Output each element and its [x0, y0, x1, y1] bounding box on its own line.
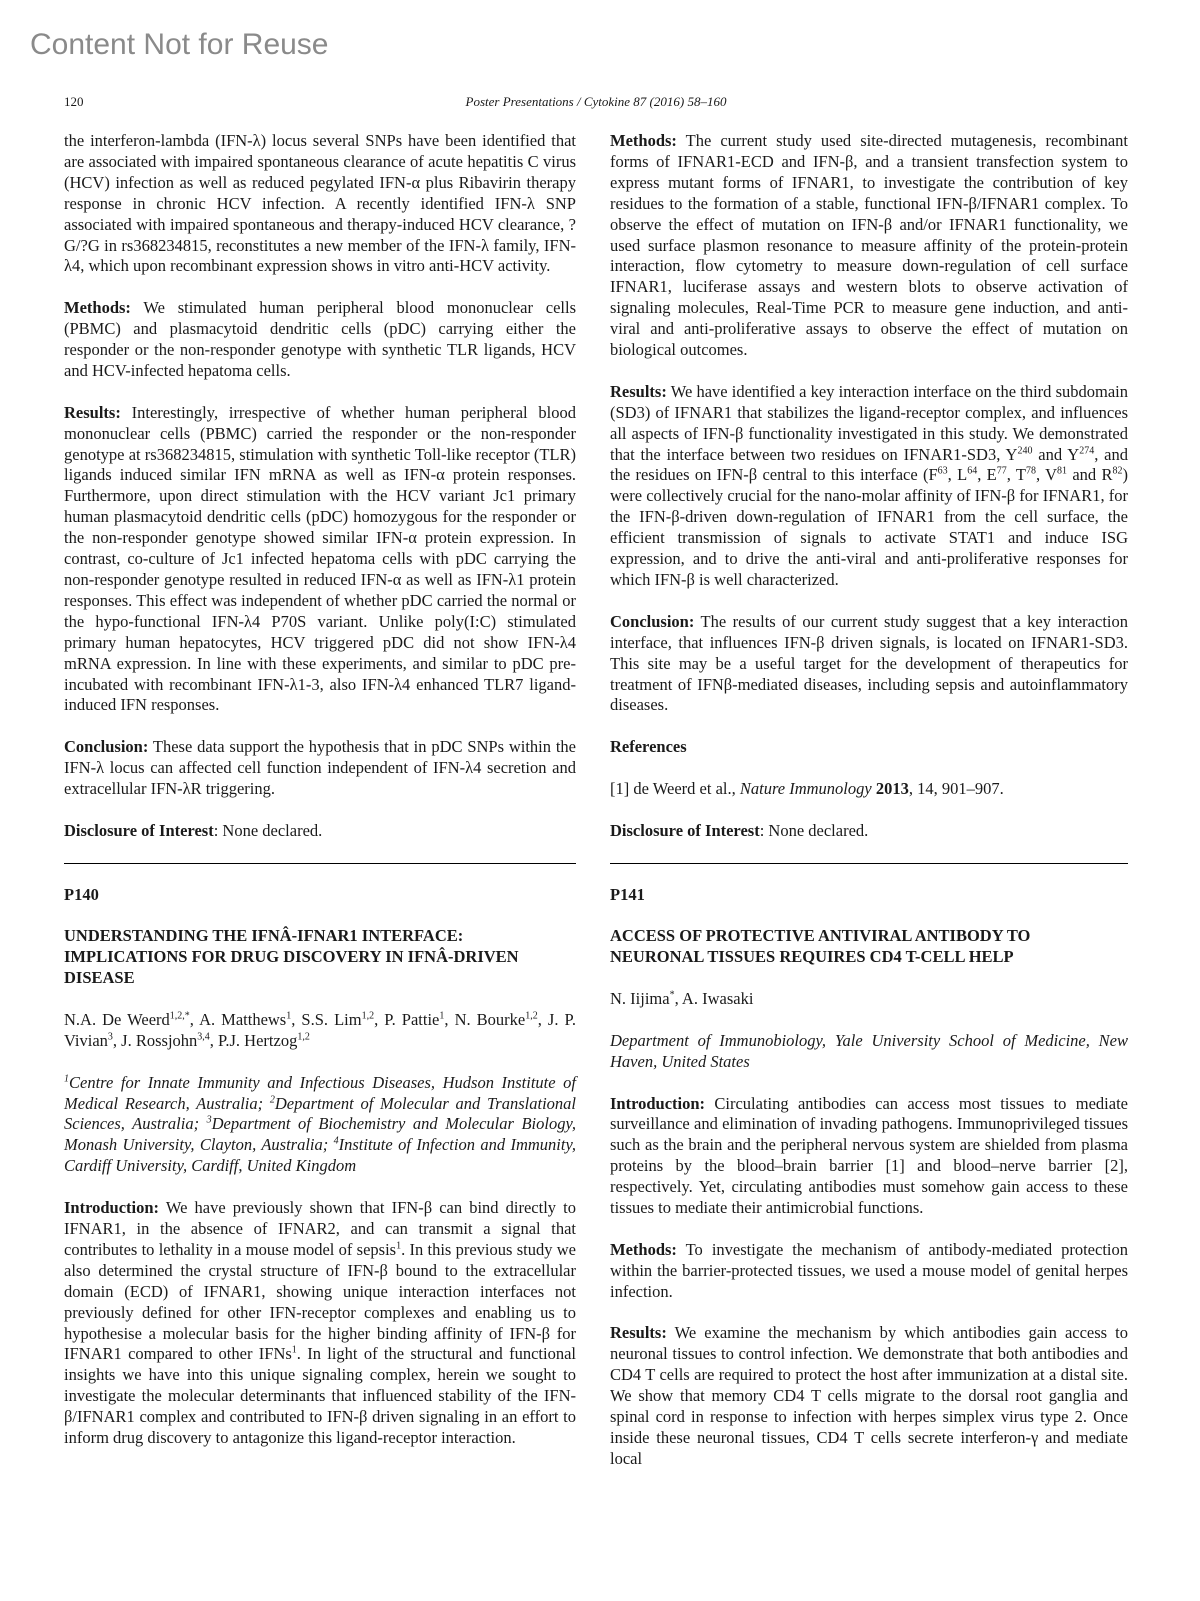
- journal-citation: Poster Presentations / Cytokine 87 (2016) 58–160: [465, 94, 727, 109]
- page-number: 120: [64, 94, 84, 109]
- affiliation-sup: 4: [333, 1135, 339, 1147]
- affiliation-sup: 1: [64, 1073, 69, 1085]
- introduction-label: Introduction:: [64, 1198, 160, 1218]
- reference-journal: Nature Immunology: [739, 779, 872, 799]
- affiliation: Institute of Infection and Immunity, Cardiff University, Cardiff, United Kingdom: [64, 1135, 577, 1176]
- methods-label: Methods:: [64, 298, 131, 318]
- results-label: Results:: [610, 381, 667, 401]
- disclosure-label: Disclosure of Interest: [610, 820, 760, 840]
- introduction-paragraph: Introduction: Circulating antibodies can access most tissues to mediate surveillance and elimination of invading pathogens. Immunoprivileged tissues such as the brain and the peripheral nervous system are shielded from plasma proteins by the blood–brain barrier [1] and blood–nerve barrier [2], respectively. Yet, circulating antibodies must somehow gain access to these tissues to mediate their antimicrobial functions.: [610, 1093, 1128, 1218]
- author-sup: 1: [439, 1010, 445, 1022]
- methods-paragraph: Methods: To investigate the mechanism of antibody-mediated protection within the barrier-protected tissues, we used a mouse model of genital herpes infection.: [610, 1239, 1128, 1301]
- author: P. Pattie: [384, 1009, 440, 1029]
- conclusion-text: These data support the hypothesis that in pDC SNPs within the IFN-λ locus can affected cell function independent of IFN-λ4 secretion and extracellular IFN-λR triggering.: [64, 737, 576, 799]
- conclusion-label: Conclusion:: [64, 737, 149, 757]
- right-column: [610, 131, 1128, 1470]
- running-header: [64, 94, 1128, 114]
- methods-label: Methods:: [610, 131, 677, 150]
- affiliation: Department of Biochemistry and Molecular Biology, Monash University, Clayton, Australia;: [64, 1114, 576, 1155]
- reference-item: [1] de Weerd et al., Nature Immunology 2013, 14, 901–907.: [610, 779, 1004, 799]
- results-paragraph: Results: We have identified a key interaction interface on the third subdomain (SD3) of IFNAR1 that stabilizes the ligand-receptor complex, and influences all aspects of IFN-β functionality investigated in this study. We demonstrated that the interface between two residues on IFNAR1-SD3, $Y^{240}$ and $Y^{274}$, and the residues on IFN-β central to this interface ($F^{63}$, $L^{64}$, $E^{77}$, $T^{78}$, $V^{81}$ and $R^{82}$) were collectively crucial for the nano-molar affinity of IFN-β for IFNAR1, for the IFN-β-driven down-regulation of IFNAR1 from the cell surface, the efficient transmission of signals to activate STAT1 and induce ISG expression, and to drive the anti-viral and anti-proliferative responses for which IFN-β is well characterized.: [610, 381, 1128, 590]
- left-column: [64, 131, 576, 1449]
- author-list: N. Iijima*, A. Iwasaki: [610, 989, 754, 1009]
- results-text: Interestingly, irrespective of whether human peripheral blood mononuclear cells (PBMC) carried the responder or the non-responder genotype at rs368234815, stimulation with synthetic Toll-like receptor (TLR) ligands induced similar IFN mRNA as well as IFN-α protein responses. Furthermore, upon direct stimulation with the HCV variant Jc1 primary human plasmacytoid dendritic cells (pDC) homozygous for the responder or the non-responder genotype showed similar IFN-α protein expression. In contrast, co-culture of Jc1 infected hepatoma cells with pDC carrying the non-responder genotype resulted in reduced IFN-α as well as IFN-λ1 protein responses. This effect was independent of whether pDC carried the normal or the hypo-functional IFN-λ4 P70S variant. Unlike poly(I:C) stimulated primary human hepatocytes, HCV triggered pDC did not show IFN-λ4 mRNA expression. In line with these experiments, and similar to pDC pre-incubated with recombinant IFN-λ1-3, also IFN-λ4 enhanced TLR7 ligand-induced IFN responses.: [64, 402, 576, 715]
- author-sup: 1,2: [297, 1031, 310, 1043]
- author-sup: 1,2,*: [169, 1010, 190, 1022]
- methods-paragraph: [64, 298, 576, 382]
- abstract-title: UNDERSTANDING THE IFNÂ-IFNAR1 INTERFACE: IMPLICATIONS FOR DRUG DISCOVERY IN IFNÂ-DRIVEN DISEASE: [64, 926, 519, 988]
- references-heading: References: [610, 737, 687, 757]
- author-sup: 1,2: [361, 1010, 375, 1022]
- introduction-paragraph: Introduction: We have previously shown that IFN-β can bind directly to IFNAR1, in the absence of IFNAR2, and can transmit a signal that contributes to lethality in a mouse model of sepsis$^1$. In this previous study we also determined the crystal structure of IFN-β bound to the extracellular domain (ECD) of IFNAR1, showing unique interaction interfaces not previously defined for other IFN-receptor complexes and enabling us to hypothesise a molecular basis for the higher binding affinity of IFN-β for IFNAR1 compared to other IFNs$^1$. In light of the structural and functional insights we have into this unique signaling complex, herein we sought to investigate the molecular determinants that influenced stability of the IFN-β/IFNAR1 complex and contributed to IFN-β driven signaling in an effort to inform drug discovery to antagonize this ligand-receptor interaction.: [64, 1198, 576, 1448]
- affiliation: Centre for Innate Immunity and Infectious Diseases, Hudson Institute of Medical Research, Australia;: [64, 1072, 576, 1113]
- conclusion-label: Conclusion:: [610, 611, 695, 631]
- section-divider: [610, 863, 1128, 864]
- author-sup: 1: [286, 1010, 292, 1022]
- continued-abstract-text: the interferon-lambda (IFN-λ) locus several SNPs have been identified that are associated with impaired spontaneous clearance of acute hepatitis C virus (HCV) infection as well as reduced pegylated IFN-α plus Ribavirin therapy response in chronic HCV infection. A recently identified IFN-λ SNP associated with impaired spontaneous and therapy-induced HCV clearance, ?G/?G in rs368234815, reconstitutes a new member of the IFN-λ family, IFN-λ4, which upon recombinant expression shows in vitro anti-HCV activity.: [64, 131, 576, 276]
- disclosure-paragraph: [610, 821, 1128, 842]
- author-sup: 3,4: [197, 1031, 210, 1043]
- results-paragraph: [64, 403, 576, 717]
- disclosure-text: : None declared.: [213, 820, 323, 840]
- watermark: Content Not for Reuse: [30, 28, 329, 61]
- results-label: Results:: [64, 402, 121, 422]
- abstract-title: ACCESS OF PROTECTIVE ANTIVIRAL ANTIBODY TO NEURONAL TISSUES REQUIRES CD4 T-CELL HELP: [610, 926, 1031, 967]
- affiliations: [64, 1073, 576, 1178]
- introduction-label: Introduction:: [610, 1093, 706, 1113]
- affiliation-sup: 2: [269, 1094, 275, 1106]
- disclosure-paragraph: [64, 821, 576, 842]
- affiliations: Department of Immunobiology, Yale University School of Medicine, New Haven, United States: [610, 1030, 1128, 1071]
- author: J. P. Vivian: [64, 1009, 576, 1050]
- author: N. Bourke: [454, 1009, 526, 1029]
- abstract-id: P141: [610, 884, 645, 904]
- abstract-id: P140: [64, 884, 99, 904]
- author-sup: 3: [107, 1031, 113, 1043]
- conclusion-paragraph: [610, 612, 1128, 717]
- results-label: Results:: [610, 1323, 667, 1343]
- author-list: N.A. De Weerd$^{1,2,*}$, A. Matthews$^1$, S.S. Lim$^{1,2}$, P. Pattie$^1$, N. Bourke$^{1,2}$, J. P. Vivian$^3$, J. Rossjohn$^{3,4}$, P.J. Hertzog$^{1,2}$: [64, 1009, 576, 1050]
- affiliation-sup: 3: [206, 1114, 212, 1126]
- author-sup: *: [669, 989, 675, 1001]
- author: N.A. De Weerd: [64, 1009, 170, 1029]
- author: A. Matthews: [199, 1009, 287, 1029]
- methods-paragraph: [610, 131, 1128, 361]
- disclosure-label: Disclosure of Interest: [64, 820, 214, 840]
- author: P.J. Hertzog: [218, 1030, 298, 1050]
- author: A. Iwasaki: [681, 989, 754, 1009]
- methods-text: We stimulated human peripheral blood mononuclear cells (PBMC) and plasmacytoid dendritic cells (pDC) carrying either the responder or the non-responder genotype with synthetic TLR ligands, HCV and HCV-infected hepatoma cells.: [64, 298, 576, 380]
- author: S.S. Lim: [301, 1009, 362, 1029]
- disclosure-text: : None declared.: [759, 820, 869, 840]
- methods-text: The current study used site-directed mutagenesis, recombinant forms of IFNAR1-ECD and IFN-β, and a transient transfection system to express mutant forms of IFNAR1, to investigate the contribution of key residues to the formation of a stable, functional IFN-β/IFNAR1 complex. To observe the effect of mutation on IFN-β and/or IFNAR1 functionality, we used surface plasmon resonance to measure affinity of the protein-protein interaction, flow cytometry to measure down-regulation of cell surface IFNAR1, luciferase assays and western blots to observe activation of signaling molecules, Real-Time PCR to measure gene induction, and anti-viral and anti-proliferative assays to observe the effect of mutation on biological outcomes.: [610, 131, 1128, 360]
- reference-year: 2013: [875, 779, 909, 799]
- results-paragraph: Results: We examine the mechanism by which antibodies gain access to neuronal tissues to control infection. We demonstrate that both antibodies and CD4 T cells are required to protect the host after immunization at a distal site. We show that memory CD4 T cells migrate to the dorsal root ganglia and spinal cord in response to infection with herpes simplex virus type 2. Once inside these neuronal tissues, CD4 T cells secrete interferon-γ and mediate local: [610, 1323, 1128, 1468]
- methods-label: Methods:: [610, 1239, 677, 1259]
- author: N. Iijima: [610, 989, 670, 1009]
- author-sup: 1,2: [525, 1010, 538, 1022]
- author: J. Rossjohn: [121, 1030, 198, 1050]
- conclusion-paragraph: [64, 737, 576, 800]
- conclusion-text: The results of our current study suggest that a key interaction interface, that influences IFN-β driven signals, is located on IFNAR1-SD3. This site may be a useful target for the development of therapeutics for treatment of IFNβ-mediated diseases, including sepsis and autoinflammatory diseases.: [610, 611, 1128, 715]
- section-divider: [64, 863, 576, 864]
- affiliation: Department of Molecular and Translational Sciences, Australia;: [64, 1093, 576, 1134]
